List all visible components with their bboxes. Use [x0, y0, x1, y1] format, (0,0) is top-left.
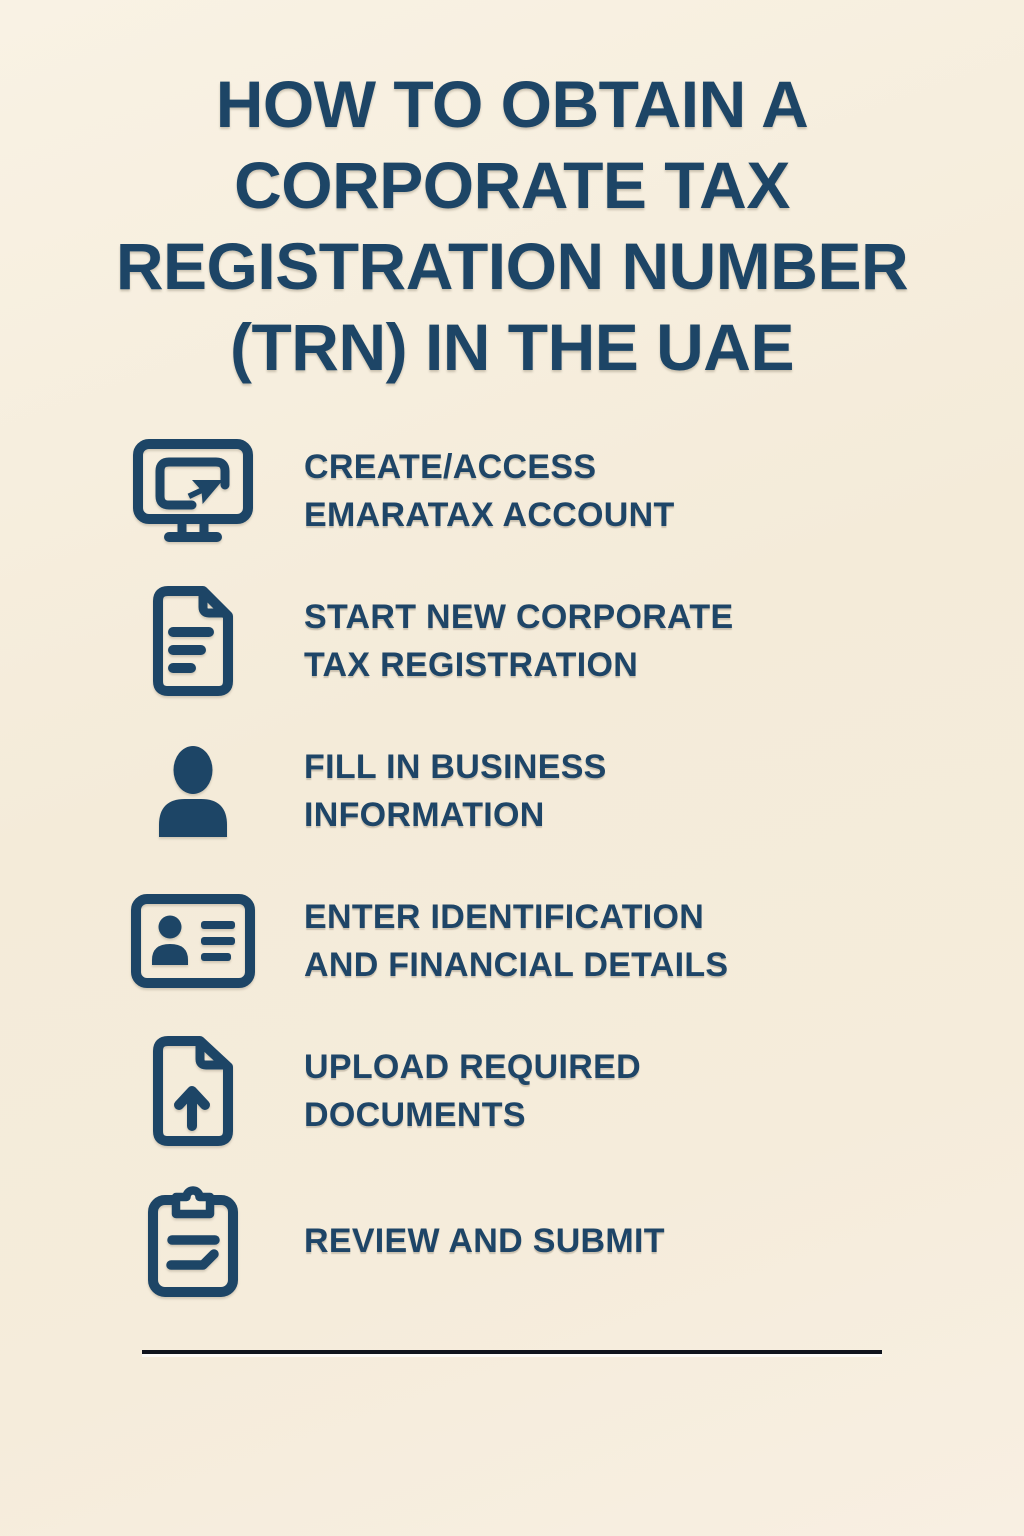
title-line-3: REGISTRATION NUMBER: [115, 229, 909, 303]
upload-document-icon: [148, 1035, 238, 1147]
step-label-line: REVIEW AND SUBMIT: [304, 1222, 665, 1260]
title-line-1: HOW TO OBTAIN A: [215, 67, 809, 141]
step-upload-documents: [0, 1016, 1024, 1166]
step-review-and-submit: [0, 1166, 1024, 1316]
title-line-4: (TRN) IN THE UAE: [230, 310, 794, 384]
step-3-icon-box: [128, 745, 258, 837]
step-label-line: DOCUMENTS: [304, 1096, 526, 1134]
monitor-cursor-icon: [132, 438, 254, 544]
step-4-label: [304, 893, 728, 989]
step-label-line: FILL IN BUSINESS: [304, 748, 607, 786]
step-label-line: UPLOAD REQUIRED: [304, 1048, 641, 1086]
step-1-label: [304, 443, 675, 539]
step-1-icon-box: [128, 438, 258, 544]
step-3-label: [304, 743, 607, 839]
step-label-line: INFORMATION: [304, 796, 545, 834]
step-2-label: [304, 593, 733, 689]
step-fill-business-information: [0, 716, 1024, 866]
step-2-icon-box: [128, 585, 258, 697]
clipboard-icon: [146, 1184, 240, 1298]
step-4-icon-box: [128, 894, 258, 988]
step-enter-identification-details: [0, 866, 1024, 1016]
step-create-emaratax-account: [0, 416, 1024, 566]
step-label-line: EMARATAX ACCOUNT: [304, 496, 675, 534]
step-label-line: TAX REGISTRATION: [304, 646, 639, 684]
step-label-line: ENTER IDENTIFICATION: [304, 898, 705, 936]
step-6-icon-box: [128, 1184, 258, 1298]
document-lines-icon: [147, 585, 239, 697]
step-5-label: [304, 1043, 641, 1139]
step-label-line: START NEW CORPORATE: [304, 598, 734, 636]
title-line-2: CORPORATE TAX: [234, 148, 790, 222]
steps-list: [0, 416, 1024, 1316]
step-6-label: [304, 1217, 665, 1265]
person-icon: [155, 745, 231, 837]
step-label-line: AND FINANCIAL DETAILS: [304, 946, 729, 984]
step-label-line: CREATE/ACCESS: [304, 448, 597, 486]
step-5-icon-box: [128, 1035, 258, 1147]
page-title: [0, 64, 1024, 388]
footer-divider: [142, 1350, 882, 1354]
id-card-icon: [131, 894, 255, 988]
step-start-new-registration: [0, 566, 1024, 716]
